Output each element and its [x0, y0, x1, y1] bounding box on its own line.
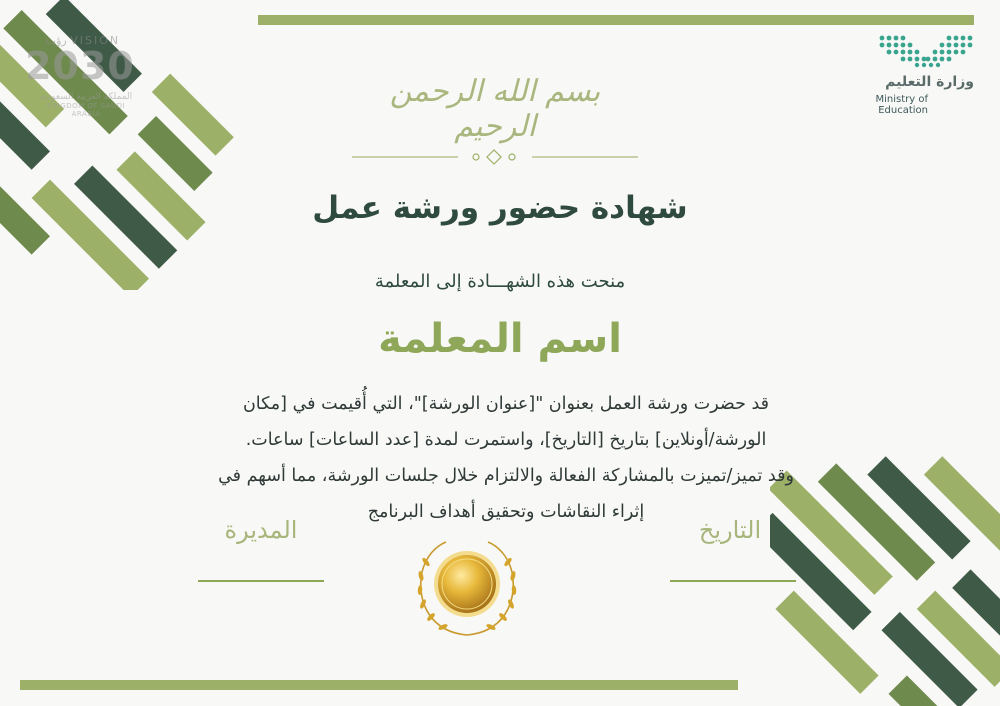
- certificate-title: شهادة حضور ورشة عمل: [312, 190, 688, 226]
- ministry-name-en: Ministry of Education: [875, 94, 928, 116]
- top-border-bar: [258, 15, 974, 25]
- vision-top-text: رؤيـة VISION: [43, 34, 121, 47]
- body-line: الورشة/أونلاين] بتاريخ [التاريخ]، واستمرت لمدة [عدد الساعات] ساعات.: [245, 430, 767, 450]
- certificate-body: [160, 386, 852, 530]
- body-line: قد حضرت ورشة العمل بعنوان "[عنوان الورشة]"، التي أُقيمت في [مكان: [242, 394, 770, 414]
- ornament-divider: [352, 148, 638, 166]
- bottom-border-bar: [20, 680, 738, 690]
- ministry-name-ar: وزارة التعليم: [885, 74, 974, 90]
- gold-seal-icon: [412, 532, 522, 642]
- vision-sub-en: KINGDOM OF SAUDI ARABIA: [46, 102, 126, 118]
- vision-year: 2030: [25, 44, 135, 88]
- date-label: التاريخ: [698, 516, 762, 544]
- body-line: إثراء النقاشات وتحقيق أهداف البرنامج: [367, 502, 645, 522]
- basmala-calligraphy: [375, 64, 615, 144]
- director-signature-line: [198, 580, 324, 582]
- awarded-to-text: منحت هذه الشهـــادة إلى المعلمة: [374, 271, 626, 292]
- ministry-dots-icon: [878, 34, 974, 68]
- body-line: وقد تميز/تميزت بالمشاركة الفعالة والالتزام خلال جلسات الورشة، مما أسهم في: [218, 466, 794, 486]
- vision-2030-logo: [16, 34, 144, 118]
- date-signature-line: [670, 580, 796, 582]
- ministry-logo: [826, 34, 976, 114]
- basmala-text: بسم الله الرحمن الرحيم: [389, 74, 601, 144]
- director-label: المديرة: [224, 516, 298, 544]
- recipient-name: اسم المعلمة: [378, 316, 622, 362]
- vision-sub-ar: المملكة العربية السعودية: [39, 92, 133, 102]
